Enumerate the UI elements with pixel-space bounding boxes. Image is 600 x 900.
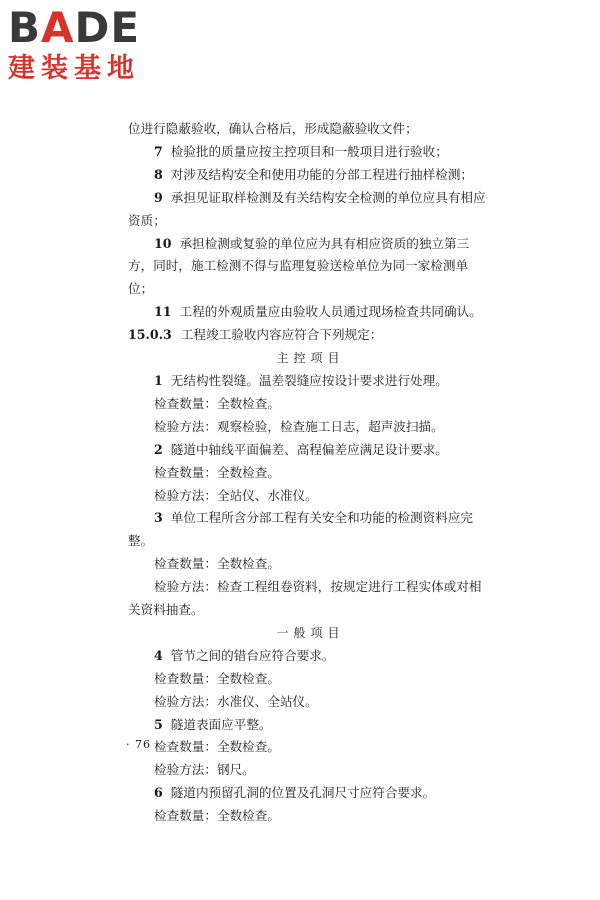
inspection-quantity: 检查数量：全数检查。 [154, 739, 280, 755]
item-1: 1 无结构性裂缝。温差裂缝应按设计要求进行处理。 [154, 372, 448, 388]
inspection-method: 检验方法：水准仪、全站仪。 [154, 693, 318, 709]
item-2: 2 隧道中轴线平面偏差、高程偏差应满足设计要求。 [154, 441, 448, 457]
list-item-9: 9 承担见证取样检测及有关结构安全检测的单位应具有相应资质； [128, 189, 486, 228]
inspection-method: 检验方法：钢尺。 [154, 762, 255, 778]
inspection-method: 检验方法：检查工程组卷资料，按规定进行工程实体或对相关资料抽查。 [128, 579, 482, 618]
inspection-quantity: 检查数量：全数检查。 [154, 464, 280, 480]
bade-logo [8, 4, 178, 84]
logo-chinese-text: 建装基地 [8, 53, 140, 84]
item-4: 4 管节之间的错台应符合要求。 [154, 647, 335, 663]
list-item-10: 10 承担检测或复验的单位应为具有相应资质的独立第三方，同时，施工检测不得与监理复验送检单位为同一家检测单位； [128, 235, 470, 297]
paragraph-line: 位进行隐蔽验收，确认合格后，形成隐蔽验收文件； [128, 121, 418, 136]
list-item-11: 11 工程的外观质量应由验收人员通过现场检查共同确认。 [154, 304, 482, 320]
inspection-method: 检验方法：观察检验，检查施工日志，超声波扫描。 [154, 418, 444, 434]
list-item-7: 7 检验批的质量应按主控项目和一般项目进行验收； [154, 143, 448, 159]
logo-wordmark: BADE [8, 3, 141, 52]
list-item-8: 8 对涉及结构安全和使用功能的分部工程进行抽样检测； [154, 166, 474, 182]
inspection-quantity: 检查数量：全数检查。 [154, 808, 280, 824]
heading-main-control-items: 主控项目 [276, 351, 345, 366]
heading-general-items: 一般项目 [276, 625, 345, 640]
item-6: 6 隧道内预留孔洞的位置及孔洞尺寸应符合要求。 [154, 785, 436, 801]
page-number: · 76 · [126, 738, 160, 751]
section-15-0-3: 15.0.3 工程竣工验收内容应符合下列规定： [128, 327, 383, 343]
item-3: 3 单位工程所含分部工程有关安全和功能的检测资料应完整。 [128, 510, 474, 549]
item-5: 5 隧道表面应平整。 [154, 716, 272, 732]
document-body [128, 118, 493, 828]
inspection-quantity: 检查数量：全数检查。 [154, 556, 280, 572]
inspection-quantity: 检查数量：全数检查。 [154, 670, 280, 686]
inspection-quantity: 检查数量：全数检查。 [154, 395, 280, 411]
inspection-method: 检验方法：全站仪、水准仪。 [154, 487, 318, 503]
